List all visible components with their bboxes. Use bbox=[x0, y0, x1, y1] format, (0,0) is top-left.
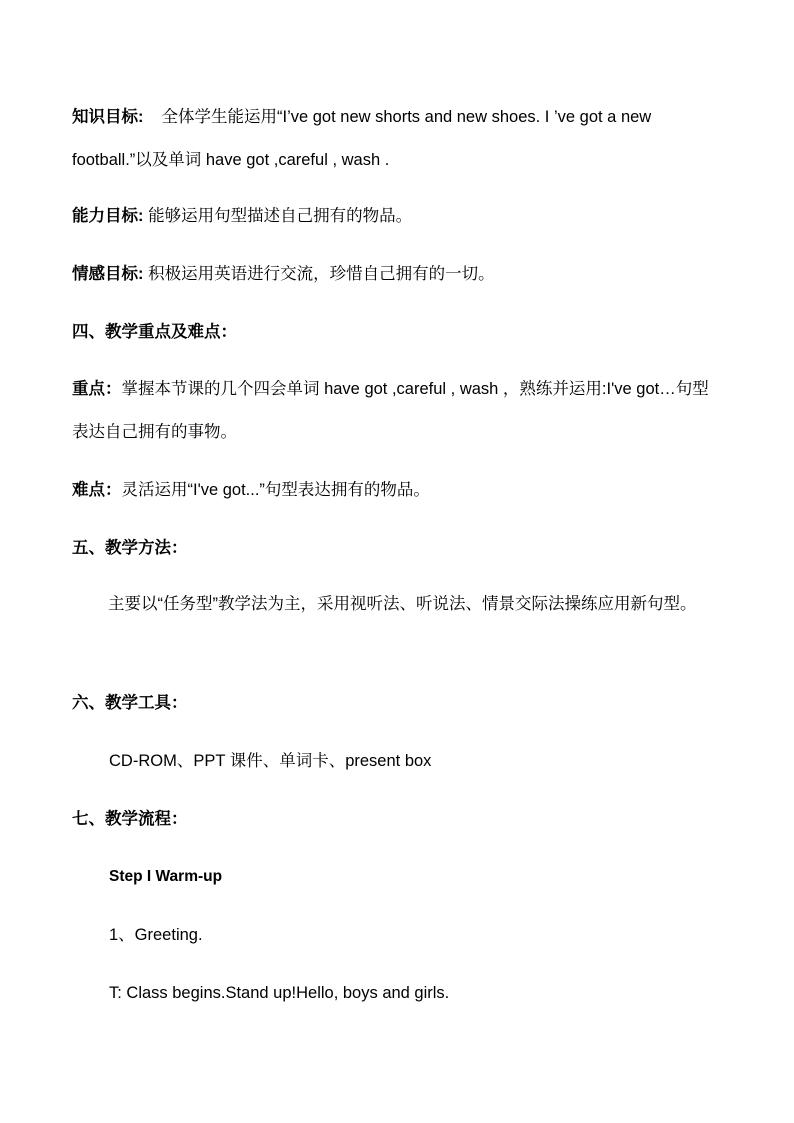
difficulty-text: 灵活运用“I've got...”句型表达拥有的物品。 bbox=[121, 481, 430, 499]
emotion-goal bbox=[72, 262, 495, 286]
knowledge-goal-label: 知识目标: bbox=[72, 108, 144, 126]
ability-goal-label: 能力目标: bbox=[72, 207, 144, 225]
key-point-text: 掌握本节课的几个四会单词 have got ,careful , wash ，熟练并运用:I've got…句型表达自己拥有的事物。 bbox=[72, 380, 709, 441]
difficulty-label: 难点： bbox=[72, 481, 122, 499]
section-7-heading: 七、教学流程： bbox=[72, 810, 188, 828]
method-paragraph: 主要以“任务型”教学法为主，采用视听法、听说法、情景交际法操练应用新句型。 bbox=[108, 595, 697, 613]
emotion-goal-text: 积极运用英语进行交流，珍惜自己拥有的一切。 bbox=[148, 265, 495, 283]
tools-text: CD-ROM、PPT 课件、单词卡、present box bbox=[109, 752, 432, 770]
key-point-label: 重点： bbox=[72, 380, 122, 398]
key-point bbox=[72, 368, 724, 454]
difficulty bbox=[72, 478, 430, 502]
section-6-heading: 六、教学工具： bbox=[72, 694, 188, 712]
teacher-line: T: Class begins.Stand up!Hello, boys and girls. bbox=[109, 984, 450, 1002]
section-5-heading: 五、教学方法： bbox=[72, 539, 188, 557]
ability-goal-text: 能够运用句型描述自己拥有的物品。 bbox=[148, 207, 413, 225]
emotion-goal-label: 情感目标: bbox=[72, 265, 144, 283]
knowledge-goal bbox=[72, 96, 724, 182]
step-item-1: 1、Greeting. bbox=[109, 926, 203, 944]
ability-goal bbox=[72, 204, 412, 228]
step-title: Step I Warm-up bbox=[109, 868, 223, 885]
knowledge-goal-text: 全体学生能运用“I’ve got new shorts and new shoes. I ’ve got a new football.”以及单词 have got ,careful , wash . bbox=[72, 108, 652, 169]
section-4-heading: 四、教学重点及难点： bbox=[72, 323, 237, 341]
